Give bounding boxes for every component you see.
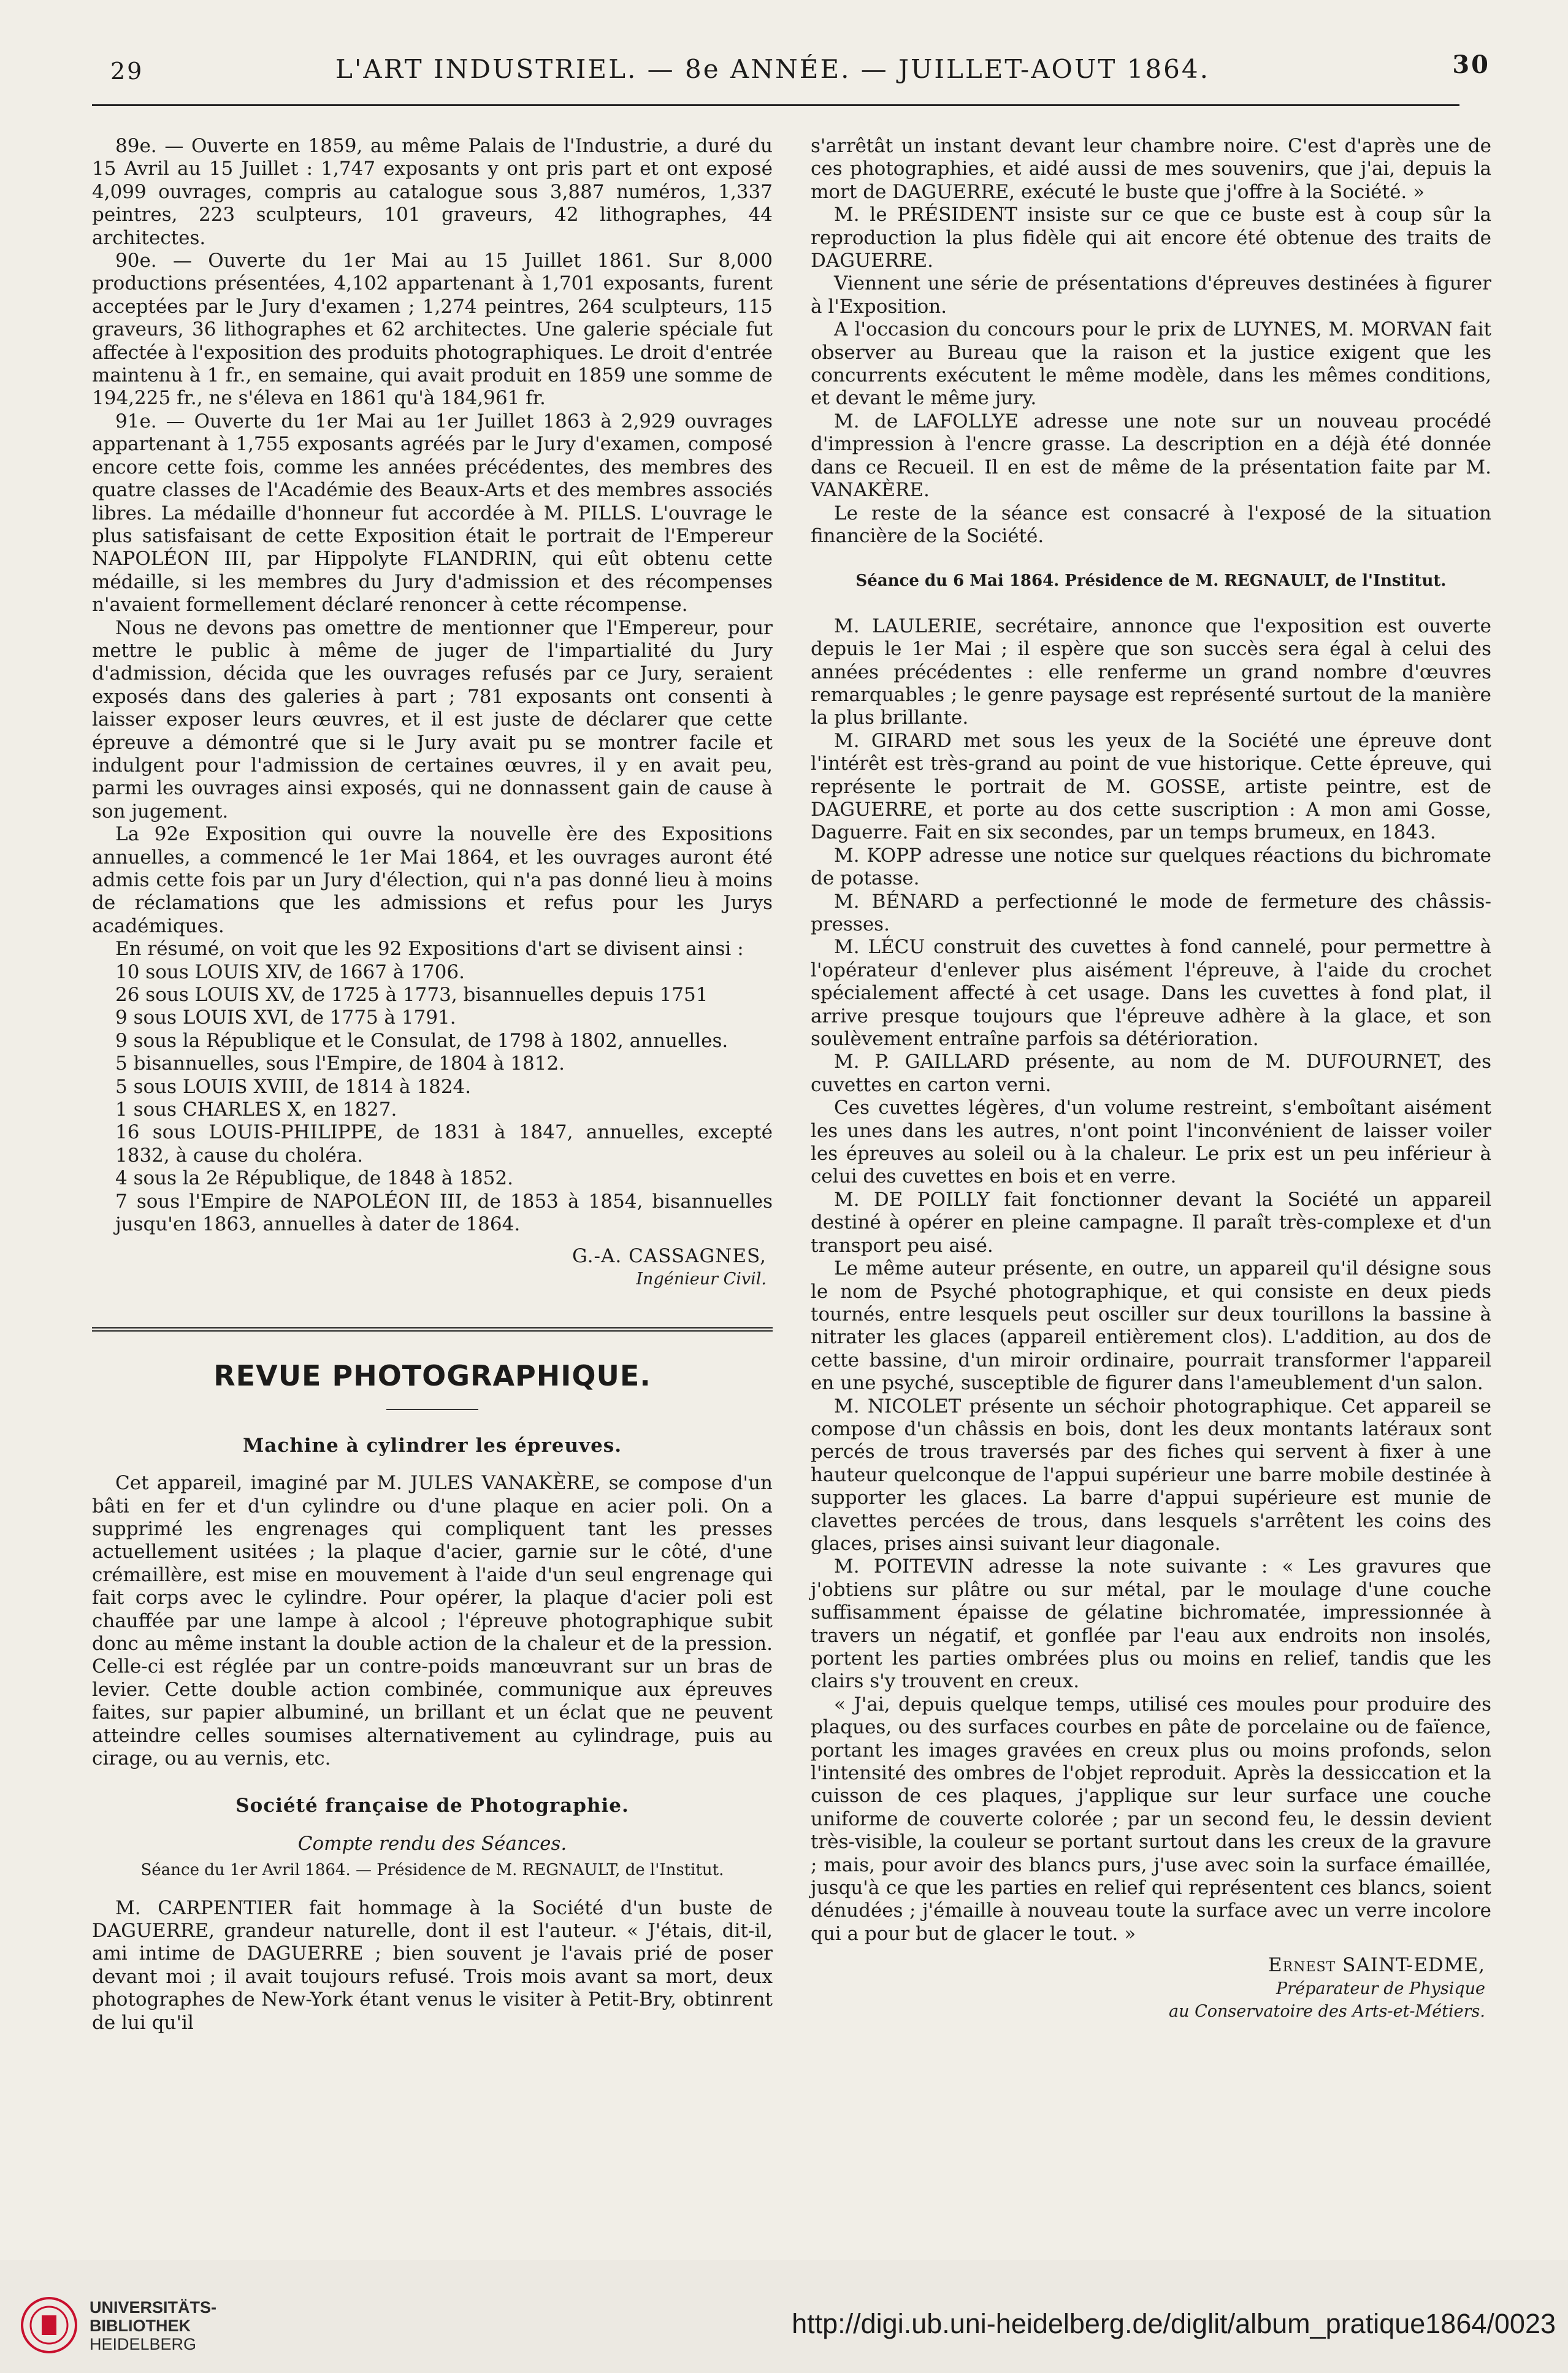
- library-logo-text: [90, 2298, 216, 2353]
- list-item: 1 sous CHARLES X, en 1827.: [115, 1098, 397, 1121]
- list-item: 7 sous l'Empire de NAPOLÉON III, de 1853 à 1854, bisannuelles jusqu'en 1863, annuelles à dater de 1864.: [115, 1190, 773, 1236]
- paragraph-91: 91e. — Ouverte du 1er Mai au 1er Juillet 1863 à 2,929 ouvrages appartenant à 1,755 exposants agréés par le Jury d'examen, composé encore cette fois, comme les années précédentes, des membres des quatre classes de l'Académie des Beaux-Arts et des membres associés libres. La médaille d'honneur fut accordée à M. PILLS. L'ouvrage le plus satisfaisant de cette Exposition était le portrait de l'Empereur NAPOLÉON III, par Hippolyte FLANDRIN, qui eût obtenu cette médaille, si les membres du Jury d'admission et des récompenses n'avaient formellement déclaré renoncer à cette récompense.: [92, 410, 773, 616]
- seance-may: Séance du 6 Mai 1864. Présidence de M. REGNAULT, de l'Institut.: [855, 572, 1447, 591]
- signature-cassagnes: [92, 1245, 767, 1291]
- machine-title: Machine à cylindrer les épreuves.: [242, 1434, 622, 1457]
- page-header: [80, 50, 1490, 91]
- paragraph-psyche: Le même auteur présente, en outre, un appareil qu'il désigne sous le nom de Psyché photographique, et qui consiste en deux pieds tournés, entre lesquels peut osciller sur deux tourillons la bassine à nitrater les glaces (appareil entièrement clos). L'addition, au dos de cette bassine, d'un miroir ordinaire, pourrait transformer l'appareil en une psyché, susceptible de figurer dans l'ameublement d'un salon.: [811, 1257, 1491, 1395]
- title-rule: [386, 1409, 478, 1410]
- logo-line: HEIDELBERG: [90, 2335, 197, 2353]
- signature-title: Ingénieur Civil.: [636, 1269, 767, 1289]
- paragraph-nicolet: M. NICOLET présente un séchoir photographique. Cet appareil se compose d'un châssis en bois, dont les deux montants latéraux sont percés de trous traversés par des fiches qui servent à fixer à une hauteur quelconque de l'appui supérieur une barre mobile destinée à supporter les glaces. La barre d'appui supérieure est munie de clavettes percées de trous, dans lesquels s'arrêtent les coins des glaces, prises ainsi suivant leur diagonale.: [811, 1395, 1491, 1555]
- left-column: [92, 135, 773, 2034]
- societe-title: Société française de Photographie.: [235, 1795, 629, 1817]
- signature-saint-edme: [811, 1954, 1485, 2023]
- signature-title: Préparateur de Physique: [1276, 1979, 1485, 1998]
- paragraph-laulerie: M. LAULERIE, secrétaire, annonce que l'exposition est ouverte depuis le 1er Mai ; il espère que son succès sera égal à celui des années précédentes : elle renferme un grand nombre d'œuvres remarquables ; le genre paysage est représenté surtout de la manière la plus brillante.: [811, 615, 1491, 729]
- logo-line: BIBLIOTHEK: [90, 2317, 191, 2335]
- paragraph-lafollye: M. de LAFOLLYE adresse une note sur un nouveau procédé d'impression à l'encre grasse. La description en a déjà été donnée dans ce Recueil. Il en est de même de la présentation faite par M. VANAKÈRE.: [811, 410, 1491, 502]
- section-divider: [92, 1327, 773, 1332]
- right-column: [811, 135, 1491, 2023]
- paragraph-empereur: Nous ne devons pas omettre de mentionner que l'Empereur, pour mettre le public à même de juger de l'impartialité du Jury d'admission, décida que les ouvrages refusés par ce Jury, seraient exposés dans des galeries à part ; 781 exposants ont consenti à laisser exposer leurs œuvres, et il est juste de déclarer que cette épreuve a démontré que si le Jury avait pu se montrer facile et indulgent pour l'admission de certaines œuvres, il y en avait peu, parmi les ouvrages ainsi exposés, qui ne donnassent gain de cause à son jugement.: [92, 616, 773, 822]
- list-item: 5 sous LOUIS XVIII, de 1814 à 1824.: [115, 1075, 472, 1098]
- list-item: 16 sous LOUIS-PHILIPPE, de 1831 à 1847, annuelles, excepté 1832, à cause du choléra.: [115, 1121, 773, 1167]
- paragraph-90: 90e. — Ouverte du 1er Mai au 15 Juillet 1861. Sur 8,000 productions présentées, 4,102 appartenant à 1,701 exposants, furent acceptées par le Jury d'examen ; 1,274 peintres, 264 sculpteurs, 115 graveurs, 36 lithographes et 62 architectes. Une galerie spéciale fut affectée à l'exposition des produits photographiques. Le droit d'entrée maintenu à 1 fr., en semaine, qui avait produit en 1859 une somme de 194,225 fr., ne s'éleva en 1861 qu'à 184,961 fr.: [92, 250, 773, 410]
- logo-line: UNIVERSITÄTS-: [90, 2298, 217, 2317]
- paragraph-girard: M. GIRARD met sous les yeux de la Société une épreuve dont l'intérêt est très-grand au point de vue historique. Cette épreuve, qui représente le portrait de M. GOSSE, artiste peintre, est de DAGUERRE, et porte au dos cette suscription : A mon ami Gosse, Daguerre. Fait en six secondes, par un temps brumeux, en 1843.: [811, 729, 1491, 844]
- paragraph-lecu: M. LÉCU construit des cuvettes à fond cannelé, pour permettre à l'opérateur d'enlever plus aisément l'épreuve, à l'aide du crochet spécialement affecté à cet usage. Dans les cuvettes à fond plat, il arrive presque toujours que l'épreuve adhère à la glace, et son soulèvement entraîne parfois sa détérioration.: [811, 936, 1491, 1051]
- signature-name: G.-A. CASSAGNES,: [572, 1244, 767, 1267]
- list-item: 9 sous LOUIS XVI, de 1775 à 1791.: [115, 1006, 456, 1029]
- summary-list: [92, 961, 773, 1236]
- carpentier-paragraph: M. CARPENTIER fait hommage à la Société d'un buste de DAGUERRE, grandeur naturelle, dont il est l'auteur. « J'étais, dit-il, ami intime de DAGUERRE ; bien souvent je l'avais prié de poser devant moi ; il avait toujours refusé. Trois mois avant sa mort, deux photographes de New-York étant venus le visiter à Petit-Bry, obtinrent de lui qu'il: [92, 1896, 773, 2034]
- list-item: 26 sous LOUIS XV, de 1725 à 1773, bisannuelles depuis 1751: [115, 984, 708, 1006]
- paragraph-presentations: Viennent une série de présentations d'épreuves destinées à figurer à l'Exposition.: [811, 272, 1491, 318]
- page-number-left: 29: [110, 58, 144, 85]
- running-title: L'ART INDUSTRIEL. — 8e ANNÉE. — JUILLET-AOUT 1864.: [335, 54, 1210, 84]
- paragraph-benard: M. BÉNARD a perfectionné le mode de fermeture des châssis-presses.: [811, 890, 1491, 935]
- paragraph-poitevin: M. POITEVIN adresse la note suivante : « Les gravures que j'obtiens sur plâtre ou sur métal, par le moulage d'une couche suffisamment épaisse de gélatine bichromatée, impressionnée à travers un négatif, et gonflée par l'eau aux endroits non insolés, portent les parties ombrées plus ou moins en relief, tandis que les clairs s'y trouvent en creux.: [811, 1555, 1491, 1693]
- university-seal-icon: [21, 2297, 77, 2353]
- seance-april: Séance du 1er Avril 1864. — Présidence de M. REGNAULT, de l'Institut.: [140, 1861, 724, 1880]
- library-footer: [0, 2260, 1568, 2373]
- signature-title: au Conservatoire des Arts-et-Métiers.: [1169, 2002, 1485, 2022]
- list-item: 4 sous la 2e République, de 1848 à 1852.: [115, 1167, 513, 1190]
- paragraph-kopp: M. KOPP adresse une notice sur quelques réactions du bichromate de potasse.: [811, 844, 1491, 890]
- machine-paragraph: Cet appareil, imaginé par M. JULES VANAKÈRE, se compose d'un bâti en fer et d'un cylindre ou d'une plaque en acier poli. On a supprimé les engrenages qui compliquent tant les presses actuellement usitées ; la plaque d'acier, garnie sur le côté, d'une crémaillère, est mise en mouvement à l'aide d'un seul engrenage qui fait corps avec le cylindre. Pour opérer, la plaque d'acier poli est chauffée par une lampe à alcool ; l'épreuve photographique subit donc au même instant la double action de la chaleur et de la pression. Celle-ci est réglée par un contre-poids manœuvrant sur un bras de levier. Cette double action combinée, communique aux épreuves faites, sur papier albuminé, un brillant et un éclat que ne peuvent atteindre celles soumises alternativement au cylindrage, puis au cirage, ou au vernis, etc.: [92, 1472, 773, 1769]
- paragraph-gaillard: M. P. GAILLARD présente, au nom de M. DUFOURNET, des cuvettes en carton verni.: [811, 1051, 1491, 1096]
- paragraph-luynes: A l'occasion du concours pour le prix de LUYNES, M. MORVAN fait observer au Bureau que la raison et la justice exigent que les concurrents exécutent le même modèle, dans les mêmes conditions, et devant le même jury.: [811, 318, 1491, 410]
- header-rule: [92, 104, 1459, 106]
- paragraph-continuation: s'arrêtât un instant devant leur chambre noire. C'est d'après une de ces photographies, et aidé aussi de mes souvenirs, que j'ai, depuis la mort de DAGUERRE, exécuté le buste que j'offre à la Société. »: [811, 135, 1491, 203]
- list-item: 9 sous la République et le Consulat, de 1798 à 1802, annuelles.: [115, 1029, 729, 1052]
- compte-rendu: Compte rendu des Séances.: [297, 1832, 567, 1855]
- revue-title: REVUE PHOTOGRAPHIQUE.: [213, 1359, 651, 1393]
- list-item: 10 sous LOUIS XIV, de 1667 à 1706.: [115, 960, 465, 983]
- paragraph-poilly: M. DE POILLY fait fonctionner devant la Société un appareil destiné à opérer en pleine campagne. Il paraît très-complexe et d'un transport peu aisé.: [811, 1188, 1491, 1257]
- paragraph-89: 89e. — Ouverte en 1859, au même Palais de l'Industrie, a duré du 15 Avril au 15 Juillet : 1,747 exposants y ont pris part et ont exposé 4,099 ouvrages, compris au catalogue sous 3,887 numéros, 1,337 peintres, 223 sculpteurs, 101 graveurs, 42 lithographes, 44 architectes.: [92, 135, 773, 249]
- source-url-link[interactable]: http://digi.ub.uni-heidelberg.de/diglit/album_pratique1864/0023: [792, 2308, 1556, 2339]
- paragraph-cuvettes: Ces cuvettes légères, d'un volume restreint, s'emboîtant aisément les unes dans les autres, n'ont point l'inconvénient de laisser voiler les épreuves au soleil ou à la chaleur. Le prix est un peu inférieur à celui des cuvettes en bois et en verre.: [811, 1097, 1491, 1188]
- page-number-right: 30: [1452, 50, 1490, 79]
- list-item: 5 bisannuelles, sous l'Empire, de 1804 à 1812.: [115, 1052, 565, 1075]
- paragraph-92: La 92e Exposition qui ouvre la nouvelle ère des Expositions annuelles, a commencé le 1er Mai 1864, et les ouvrages auront été admis cette fois par un Jury d'élection, qui n'a pas donné lieu à moins de réclamations que les admissions et refus pour les Jurys académiques.: [92, 823, 773, 937]
- paragraph-situation: Le reste de la séance est consacré à l'exposé de la situation financière de la Société.: [811, 502, 1491, 547]
- paragraph-president: M. le PRÉSIDENT insiste sur ce que ce buste est à coup sûr la reproduction la plus fidèle qui ait encore été obtenue des traits de DAGUERRE.: [811, 204, 1491, 272]
- signature-name: Ernest SAINT-EDME,: [1268, 1954, 1485, 1977]
- paragraph-poitevin-quote: « J'ai, depuis quelque temps, utilisé ces moules pour produire des plaques, ou des surfaces courbes en pâte de porcelaine ou de faïence, portant les images gravées en creux plus ou moins profonds, selon l'intensité des ombres de l'objet reproduit. Après la dessiccation et la cuisson de ces plaques, j'applique sur leur surface une couche uniforme de couverte colorée ; par un second feu, le dessin devient très-visible, la couleur se portant surtout dans les creux de la gravure ; mais, pour avoir des blancs purs, j'use avec soin la surface émaillée, jusqu'à ce que les parties en relief qui représentent ces blancs, soient dénudées ; j'émaille à nouveau toute la surface avec un verre incolore qui a pour but de glacer le tout. »: [811, 1693, 1491, 1945]
- paragraph-resume: En résumé, on voit que les 92 Expositions d'art se divisent ainsi :: [115, 938, 744, 960]
